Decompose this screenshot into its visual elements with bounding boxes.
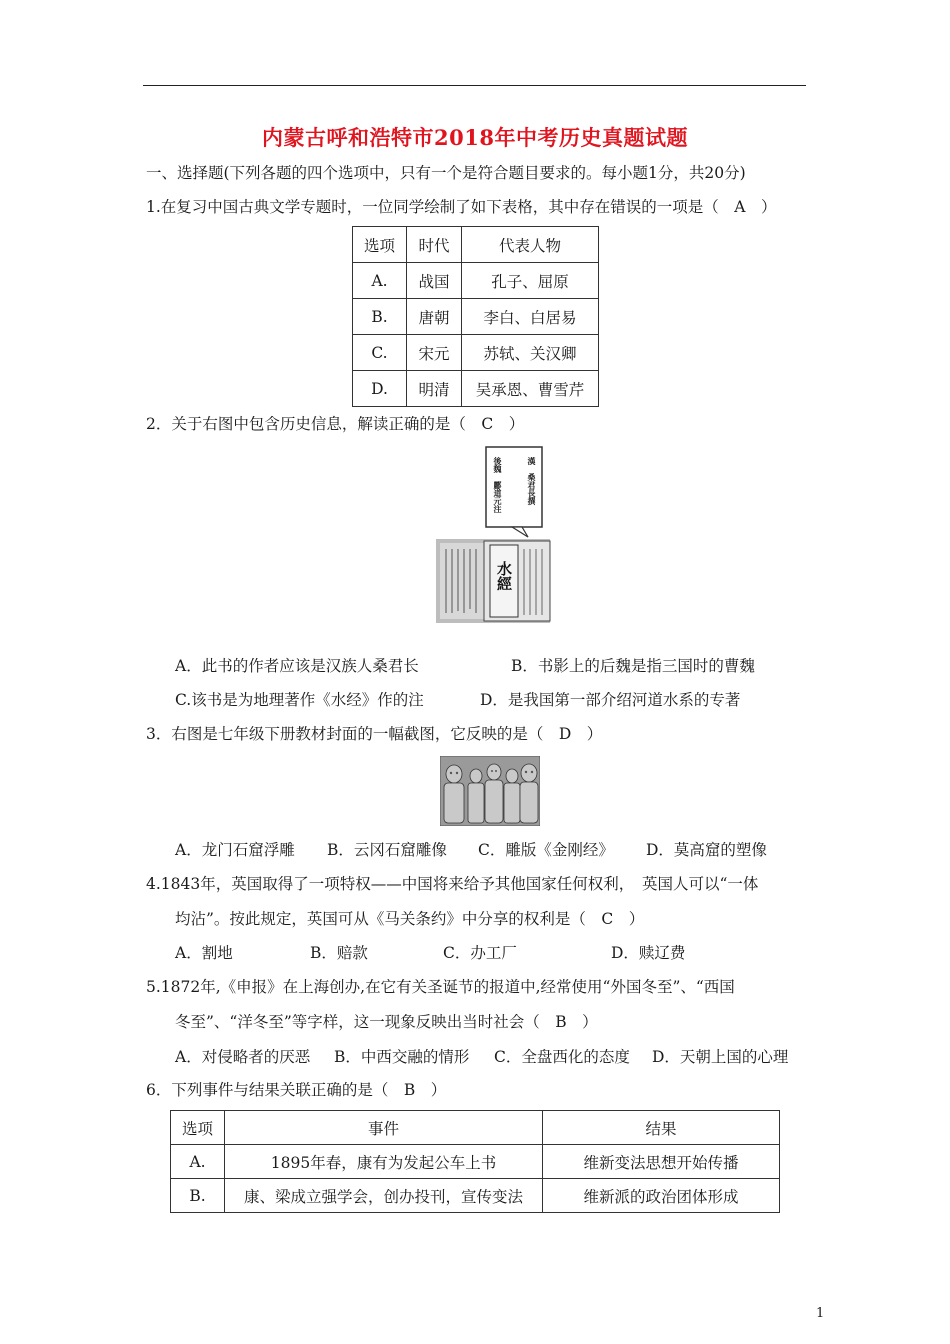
question-3-option-a: A．龙门石窟浮雕 <box>175 841 295 859</box>
table-header-row <box>353 227 599 263</box>
table-cell: 维新派的政治团体形成 <box>543 1179 780 1213</box>
header-rule <box>143 85 806 86</box>
table-cell: A. <box>171 1145 225 1179</box>
table-cell: 1895年春，康有为发起公车上书 <box>225 1145 543 1179</box>
question-2-option-b: B．书影上的后魏是指三国时的曹魏 <box>511 657 755 675</box>
mogao-statues-image <box>440 756 540 826</box>
book-left-page <box>440 543 484 619</box>
table-cell: B. <box>353 299 407 335</box>
table-cell: 维新变法思想开始传播 <box>543 1145 780 1179</box>
question-4-option-d: D．赎辽费 <box>611 944 686 962</box>
question-1-stem: 1.在复习中国古典文学专题时，一位同学绘制了如下表格，其中存在错误的一项是（ A ） <box>146 198 777 216</box>
table-cell: 苏轼、关汉卿 <box>462 335 599 371</box>
table-header-cell: 结果 <box>543 1111 780 1145</box>
question-4-option-a: A．割地 <box>175 944 233 962</box>
page-number: 1 <box>816 1306 825 1321</box>
table-cell: A. <box>353 263 407 299</box>
table-header-cell: 选项 <box>171 1111 225 1145</box>
question-3-option-b: B．云冈石窟雕像 <box>327 841 447 859</box>
table-header-cell: 代表人物 <box>462 227 599 263</box>
question-5-stem-line1: 5.1872年,《申报》在上海创办,在它有关圣诞节的报道中,经常使用“外国冬至”、“西国 <box>146 978 735 996</box>
table-cell: 吴承恩、曹雪芹 <box>462 371 599 407</box>
table-row <box>353 299 599 335</box>
table-cell: C. <box>353 335 407 371</box>
question-5-option-b: B．中西交融的情形 <box>334 1048 470 1066</box>
table-cell: 宋元 <box>407 335 462 371</box>
table-header-cell: 事件 <box>225 1111 543 1145</box>
table-row <box>353 371 599 407</box>
question-2-option-c: C.该书是为地理著作《水经》作的注 <box>175 691 424 709</box>
question-4-option-b: B．赔款 <box>310 944 368 962</box>
book-title-text: 水經 <box>495 561 513 591</box>
table-cell: 唐朝 <box>407 299 462 335</box>
question-5-option-a: A．对侵略者的厌恶 <box>175 1048 311 1066</box>
callout-text-left: 後魏 酈道元注 <box>493 457 503 513</box>
question-6-stem: 6．下列事件与结果关联正确的是（ B ） <box>146 1081 447 1099</box>
page-title: 内蒙古呼和浩特市2018年中考历史真题试题 <box>262 125 688 150</box>
table-row <box>353 335 599 371</box>
table-row <box>171 1145 780 1179</box>
table-cell: 孔子、屈原 <box>462 263 599 299</box>
table-cell: B. <box>171 1179 225 1213</box>
section-header: 一、选择题(下列各题的四个选项中，只有一个是符合题目要求的。每小题1分，共20分) <box>146 164 746 182</box>
question-3-option-d: D．莫高窟的塑像 <box>646 841 767 859</box>
table-cell: 战国 <box>407 263 462 299</box>
table-header-cell: 时代 <box>407 227 462 263</box>
table-cell: 康、梁成立强学会，创办投刊，宣传变法 <box>225 1179 543 1213</box>
question-6-table <box>170 1110 780 1213</box>
question-5-stem-line2: 冬至”、“洋冬至”等字样，这一现象反映出当时社会（ B ） <box>175 1013 598 1031</box>
shuijing-book-image <box>434 445 554 627</box>
question-4-option-c: C．办工厂 <box>443 944 517 962</box>
table-cell: D. <box>353 371 407 407</box>
table-header-cell: 选项 <box>353 227 407 263</box>
question-2-option-a: A．此书的作者应该是汉族人桑君长 <box>175 657 419 675</box>
question-4-stem-line2: 均沾”。按此规定，英国可从《马关条约》中分享的权利是（ C ） <box>175 910 645 928</box>
question-4-stem-line1: 4.1843年，英国取得了一项特权——中国将来给予其他国家任何权利， 英国人可以“一体 <box>146 875 759 893</box>
question-2-stem: 2．关于右图中包含历史信息，解读正确的是（ C ） <box>146 415 525 433</box>
question-1-table <box>352 226 599 407</box>
question-3-option-c: C．雕版《金刚经》 <box>478 841 614 859</box>
question-3-stem: 3．右图是七年级下册教材封面的一幅截图，它反映的是（ D ） <box>146 725 603 743</box>
callout-pointer <box>512 527 528 537</box>
callout-text-right: 漢 桑君長撰 <box>527 457 537 505</box>
question-5-option-c: C．全盘西化的态度 <box>494 1048 630 1066</box>
table-header-row <box>171 1111 780 1145</box>
table-row <box>353 263 599 299</box>
question-2-option-d: D．是我国第一部介绍河道水系的专著 <box>480 691 741 709</box>
question-5-option-d: D．天朝上国的心理 <box>652 1048 789 1066</box>
table-cell: 明清 <box>407 371 462 407</box>
table-cell: 李白、白居易 <box>462 299 599 335</box>
table-row <box>171 1179 780 1213</box>
